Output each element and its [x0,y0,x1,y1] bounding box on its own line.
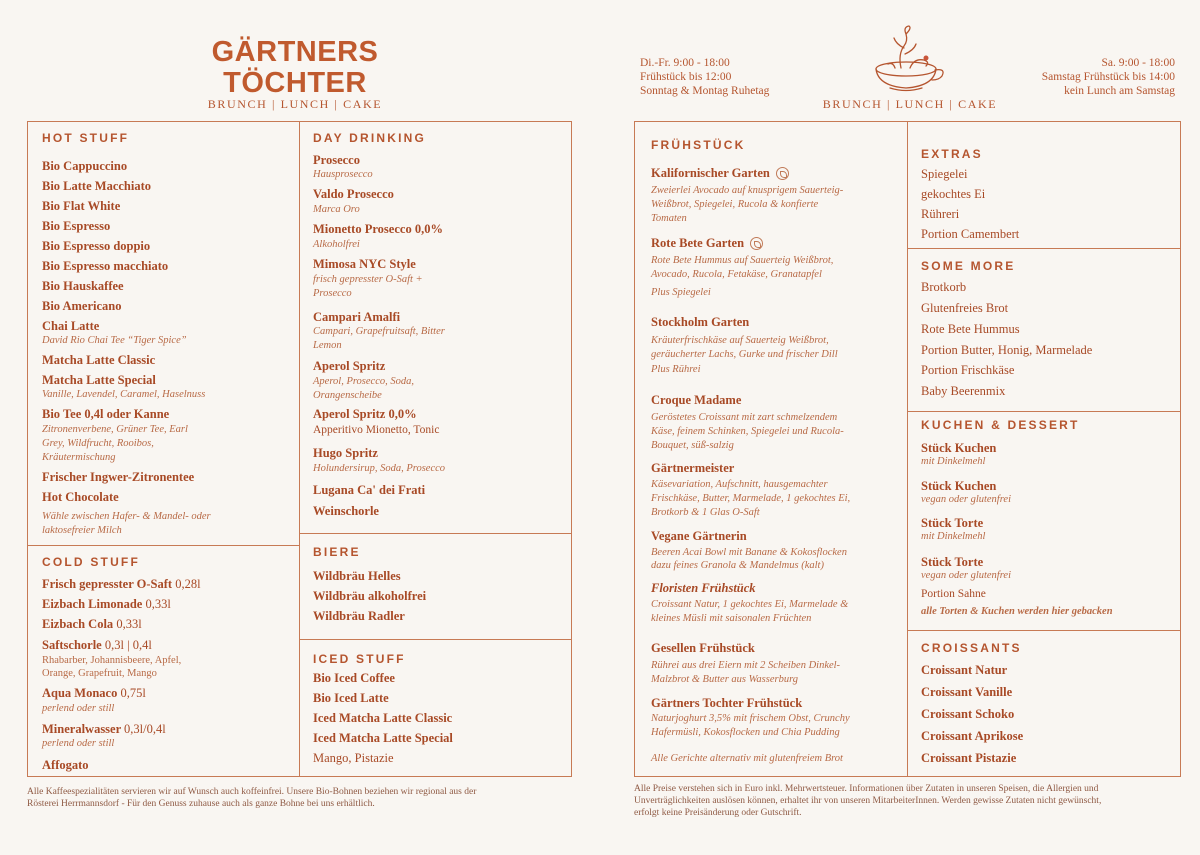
menu-item: Croissant Schoko [921,707,1015,721]
brand-title-line1: GÄRTNERS [211,36,379,68]
menu-item-desc: Rührei aus drei Eiern mit 2 Scheiben Dinkel- [651,660,841,671]
footer-line: Unverträglichkeiten auslösen können, erhaltet ihr von unseren MitarbeiterInnen. Werden gewisse Zutaten nicht gewünscht, [634,796,1102,806]
hours-line: Frühstück bis 12:00 [640,71,732,83]
menu-item: Bio Espresso doppio [42,239,151,253]
menu-item-desc: Vanille, Lavendel, Caramel, Haselnuss [42,389,206,400]
item-name: Eizbach Cola [42,617,114,631]
menu-item-desc: Croissant Natur, 1 gekochtes Ei, Marmelade & [651,599,849,610]
column-divider [299,121,300,777]
footer-line: erfolgt keine Preisänderung oder Gutschrift. [634,808,802,818]
menu-item: Wildbräu Helles [313,569,401,583]
menu-item-desc: Aperol, Prosecco, Soda, [313,376,414,387]
menu-item: Rote Bete Hummus [921,322,1020,336]
kuchen-dessert-heading: KUCHEN & DESSERT [921,418,1080,432]
menu-item: Bio Iced Latte [313,691,389,705]
menu-item: Frischer Ingwer-Zitronentee [42,470,195,484]
menu-item [651,235,763,251]
menu-item-desc: Naturjoghurt 3,5% mit frischem Obst, Crunchy [651,713,850,724]
menu-item-desc: Frischkäse, Butter, Marmelade, 1 gekochtes Ei, [651,493,851,504]
menu-item: Portion Frischkäse [921,363,1015,377]
hours-line: Di.-Fr. 9:00 - 18:00 [640,57,730,69]
menu-item-desc: Weißbrot, Spiegelei, Rucola & konfierte [651,199,819,210]
menu-item: Croissant Vanille [921,685,1013,699]
menu-item: Mimosa NYC Style [313,257,416,271]
menu-item: Stück Torte [921,516,984,530]
vegetarian-leaf-icon [750,237,763,250]
menu-item-desc: mit Dinkelmehl [921,531,986,542]
menu-item-desc: Prosecco [313,288,352,299]
hours-line: Sa. 9:00 - 18:00 [1101,57,1175,69]
menu-item: Bio Tee 0,4l oder Kanne [42,407,170,421]
menu-item: gekochtes Ei [921,187,986,201]
item-name: Saftschorle [42,638,102,652]
brand-title [205,37,385,99]
gluten-free-note: Alle Gerichte alternativ mit glutenfreiem Brot [651,753,843,764]
menu-item: Matcha Latte Special [42,373,156,387]
right-tagline: BRUNCH | LUNCH | CAKE [822,97,998,111]
menu-item-desc: Orange, Grapefruit, Mango [42,668,157,679]
menu-item: Stück Torte [921,555,984,569]
menu-item-desc: Lemon [313,340,342,351]
menu-item: Campari Amalfi [313,310,401,324]
menu-item: Gärtnermeister [651,461,735,475]
menu-item-desc: David Rio Chai Tee “Tiger Spice” [42,335,187,346]
item-name: Mineralwasser [42,722,121,736]
menu-item-desc: perlend oder still [42,703,115,714]
menu-item-desc: Plus Rührei [651,364,701,375]
menu-item: Bio Iced Coffee [313,671,395,685]
menu-item [42,576,201,592]
menu-item-desc: Rhabarber, Johannisbeere, Apfel, [42,655,182,666]
menu-item [42,616,142,632]
menu-item-desc: Hausprosecco [313,169,373,180]
menu-item: Wildbräu alkoholfrei [313,589,427,603]
menu-item: Bio Latte Macchiato [42,179,152,193]
menu-item-desc: Orangenscheibe [313,390,382,401]
item-unit: 0,33l [116,617,142,631]
item-unit: 0,75l [120,686,146,700]
prices-footer-note [634,783,1194,819]
menu-item: Rühreri [921,207,960,221]
opening-hours-weekdays [640,56,840,98]
hours-line: Samstag Frühstück bis 14:00 [1041,71,1175,83]
hot-stuff-heading: HOT STUFF [42,131,130,145]
coffee-footer-note [27,786,587,810]
menu-item: Floristen Frühstück [651,581,756,595]
fruehstueck-heading: FRÜHSTÜCK [651,138,746,152]
menu-item: Matcha Latte Classic [42,353,156,367]
menu-item-desc: geräucherter Lachs, Gurke und frischer Dill [651,349,838,360]
menu-item-desc: Malzbrot & Butter aus Wasserburg [651,674,799,685]
extras-heading: EXTRAS [921,147,983,161]
menu-item: Aperol Spritz 0,0% [313,407,417,421]
croissants-heading: CROISSANTS [921,641,1022,655]
menu-item: Portion Sahne [921,588,986,600]
menu-item-desc: Kräuterfrischkäse auf Sauerteig Weißbrot, [651,335,829,346]
item-unit: 0,3l | 0,4l [104,638,152,652]
menu-item [42,721,166,737]
menu-item-desc: Geröstetes Croissant mit zart schmelzendem [651,412,838,423]
menu-item-desc: Brotkorb & 1 Glas O-Saft [651,507,760,518]
baked-here-note: alle Torten & Kuchen werden hier gebacken [921,606,1113,617]
item-unit: 0,28l [175,577,201,591]
menu-item: Valdo Prosecco [313,187,394,201]
menu-item-desc: dazu feines Granola & Mandelmus (kalt) [651,560,824,571]
menu-item: Bio Espresso [42,219,111,233]
menu-item: Gesellen Frühstück [651,641,755,655]
menu-item-desc: kleines Müsli mit saisonalen Früchten [651,613,812,624]
menu-item [42,596,171,612]
menu-item [651,165,789,181]
iced-stuff-heading: ICED STUFF [313,652,406,666]
menu-item-desc: Rote Bete Hummus auf Sauerteig Weißbrot, [651,255,834,266]
menu-item-desc: Apperitivo Mionetto, Tonic [313,424,440,436]
section-divider [907,248,1181,249]
menu-item-desc: Käse, feinem Schinken, Spiegelei und Rucola- [651,426,844,437]
menu-item: Bio Cappuccino [42,159,128,173]
vegetarian-leaf-icon [776,167,789,180]
menu-item-desc: Käsevariation, Aufschnitt, hausgemachter [651,479,828,490]
item-name: Rote Bete Garten [651,236,745,250]
item-name: Eizbach Limonade [42,597,143,611]
menu-item-desc: vegan oder glutenfrei [921,494,1012,505]
menu-item-desc: Kräutermischung [42,452,116,463]
milk-note: Wähle zwischen Hafer- & Mandel- oder [42,511,211,522]
item-unit: 0,3l/0,4l [124,722,166,736]
menu-item-desc: mit Dinkelmehl [921,456,986,467]
menu-item: Stockholm Garten [651,315,750,329]
menu-item: Aperol Spritz [313,359,386,373]
menu-item: Bio Flat White [42,199,121,213]
menu-item: Hot Chocolate [42,490,119,504]
item-name: Aqua Monaco [42,686,118,700]
menu-item: Hugo Spritz [313,446,378,460]
menu-item-desc: Bouquet, süß-salzig [651,440,734,451]
section-divider [299,639,572,640]
menu-item-desc: Hafermüsli, Kokosflocken und Chia Pudding [651,727,840,738]
menu-item [42,685,146,701]
item-name: Kalifornischer Garten [651,166,770,180]
footer-line: Alle Kaffeespezialitäten servieren wir auf Wunsch auch koffeinfrei. Unsere Bio-Bohnen beziehen wir regional aus der [27,787,477,797]
section-divider [907,630,1181,631]
menu-item-desc: perlend oder still [42,738,115,749]
footer-line: Alle Preise verstehen sich in Euro inkl. Mehrwertsteuer. Informationen über Zutaten in unseren Speisen, die Allergien und [634,784,1099,794]
menu-item-desc: Avocado, Rucola, Fetakäse, Granatapfel [651,269,822,280]
menu-item: Iced Matcha Latte Special [313,731,453,745]
milk-note: laktosefreier Milch [42,525,122,536]
menu-item-desc: Zitronenverbene, Grüner Tee, Earl [42,424,188,435]
menu-item: Bio Hauskaffee [42,279,124,293]
menu-item: Vegane Gärtnerin [651,529,747,543]
hours-line: Sonntag & Montag Ruhetag [640,85,770,97]
menu-item-desc: Alkoholfrei [313,239,360,250]
menu-item: Croissant Aprikose [921,729,1024,743]
menu-item-desc: Tomaten [651,213,687,224]
opening-hours-saturday [975,56,1175,98]
menu-item: Lugana Ca' dei Frati [313,483,426,497]
menu-item: Croissant Natur [921,663,1008,677]
some-more-heading: SOME MORE [921,259,1016,273]
footer-line: Rösterei Herrmannsdorf - Für den Genuss zuhause auch als ganze Bohne bei uns erhältlich. [27,799,375,809]
menu-item: Baby Beerenmix [921,384,1006,398]
menu-item-desc: Zweierlei Avocado auf knusprigem Sauerteig- [651,185,844,196]
cold-stuff-heading: COLD STUFF [42,555,140,569]
menu-item: Bio Americano [42,299,122,313]
menu-item: Glutenfreies Brot [921,301,1009,315]
menu-item: Stück Kuchen [921,479,997,493]
section-divider [907,411,1181,412]
brand-tagline: BRUNCH | LUNCH | CAKE [207,97,383,111]
menu-item: Bio Espresso macchiato [42,259,169,273]
column-divider [907,121,908,777]
teacup-logo-icon [868,24,948,94]
item-name: Frisch gepresster O-Saft [42,577,173,591]
menu-item: Weinschorle [313,504,379,518]
brand-title-line2: TÖCHTER [223,67,367,99]
menu-item: Chai Latte [42,319,100,333]
menu-item: Iced Matcha Latte Classic [313,711,453,725]
menu-item-desc: Holundersirup, Soda, Prosecco [313,463,446,474]
menu-item-desc: Plus Spiegelei [651,287,711,298]
section-divider [27,545,300,546]
menu-item-desc: Beeren Acai Bowl mit Banane & Kokosflocken [651,547,847,558]
menu-item: Wildbräu Radler [313,609,405,623]
menu-item: Brotkorb [921,280,967,294]
menu-item [42,637,152,653]
menu-item-desc: Marca Oro [313,204,360,215]
menu-item: Mionetto Prosecco 0,0% [313,222,443,236]
menu-item: Prosecco [313,153,360,167]
menu-item: Portion Butter, Honig, Marmelade [921,343,1093,357]
section-divider [299,533,572,534]
day-drinking-heading: DAY DRINKING [313,131,427,145]
menu-item-desc: frisch gepresster O-Saft + [313,274,423,285]
menu-item-desc: Campari, Grapefruitsaft, Bitter [313,326,445,337]
menu-item: Gärtners Tochter Frühstück [651,696,803,710]
menu-item: Croissant Pistazie [921,751,1017,765]
hours-line: kein Lunch am Samstag [1064,85,1175,97]
menu-item: Affogato [42,758,89,772]
iced-flavors: Mango, Pistazie [313,751,394,765]
menu-item: Croque Madame [651,393,742,407]
item-unit: 0,33l [145,597,171,611]
menu-item-desc: vegan oder glutenfrei [921,570,1012,581]
menu-item-desc: Grey, Wildfrucht, Rooibos, [42,438,154,449]
menu-item: Portion Camembert [921,227,1020,241]
menu-item: Stück Kuchen [921,441,997,455]
biere-heading: BIERE [313,545,361,559]
menu-item: Spiegelei [921,167,968,181]
